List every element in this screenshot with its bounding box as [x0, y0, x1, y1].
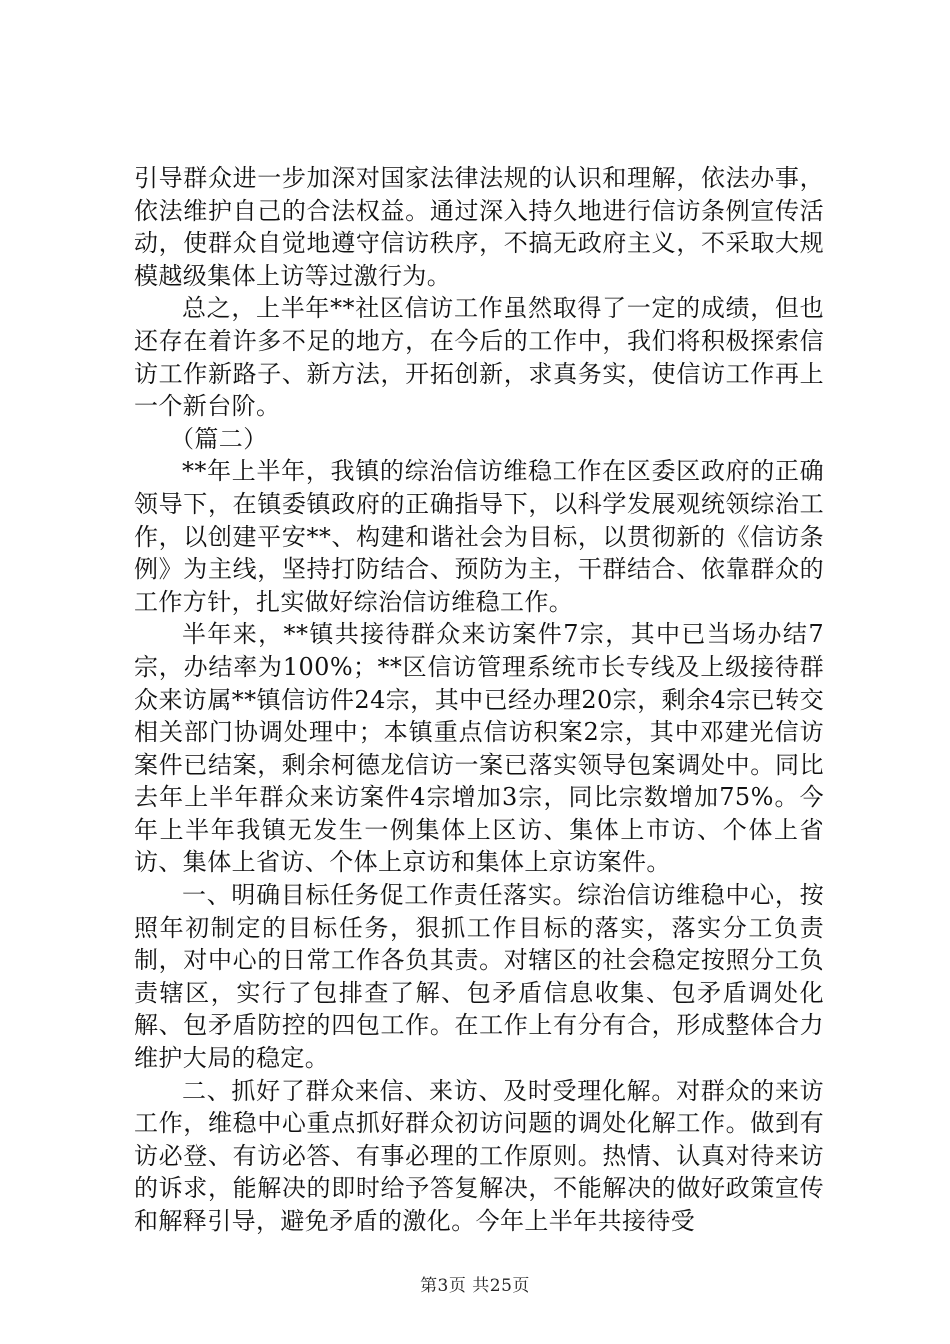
paragraph-point-two: 二、抓好了群众来信、来访、及时受理化解。对群众的来访工作，维稳中心重点抓好群众初访问题的调处化解工作。做到有访必登、有访必答、有事必理的工作原则。热情、认真对待来访的诉求，能解决的即时给予答复解决，不能解决的做好政策宣传和解释引导，避免矛盾的激化。今年上半年共接待受	[134, 1076, 824, 1235]
paragraph-summary: 总之，上半年**社区信访工作虽然取得了一定的成绩，但也还存在着许多不足的地方，在今后的工作中，我们将积极探索信访工作新路子、新方法，开拓创新，求真务实，使信访工作再上一个新台阶。	[134, 294, 824, 421]
paragraph-point-one: 一、明确目标任务促工作责任落实。综治信访维稳中心，按照年初制定的目标任务，狠抓工作目标的落实，落实分工负责制，对中心的日常工作各负其责。对辖区的社会稳定按照分工负责辖区，实行了包排查了解、包矛盾信息收集、包矛盾调处化解、包矛盾防控的四包工作。在工作上有分有合，形成整体合力维护大局的稳定。	[134, 881, 824, 1073]
paragraph-continuation: 引导群众进一步加深对国家法律法规的认识和理解，依法办事，依法维护自己的合法权益。通过深入持久地进行信访条例宣传活动，使群众自觉地遵守信访秩序，不搞无政府主义，不采取大规模越级集体上访等过激行为。	[134, 164, 824, 290]
paragraph-intro: **年上半年，我镇的综治信访维稳工作在区委区政府的正确领导下，在镇委镇政府的正确指导下，以科学发展观统领综治工作，以创建平安**、构建和谐社会为目标，以贯彻新的《信访条例》为主线，坚持打防结合、预防为主，干群结合、依靠群众的工作方针，扎实做好综治信访维稳工作。	[134, 457, 824, 616]
section-heading: （篇二）	[170, 424, 268, 453]
page-number-footer: 第3页 共25页	[420, 1276, 530, 1296]
paragraph-statistics: 半年来，**镇共接待群众来访案件7宗，其中已当场办结7宗，办结率为100%；**区信访管理系统市长专线及上级接待群众来访属**镇信访件24宗，其中已经办理20宗，剩余4宗已转交相关部门协调处理中；本镇重点信访积案2宗，其中邓建光信访案件已结案，剩余柯德龙信访一案已落实领导包案调处中。同比去年上半年群众来访案件4宗增加3宗，同比宗数增加75%。今年上半年我镇无发生一例集体上区访、集体上市访、个体上省访、集体上省访、个体上京访和集体上京访案件。	[134, 620, 824, 877]
document-body	[134, 162, 824, 1238]
